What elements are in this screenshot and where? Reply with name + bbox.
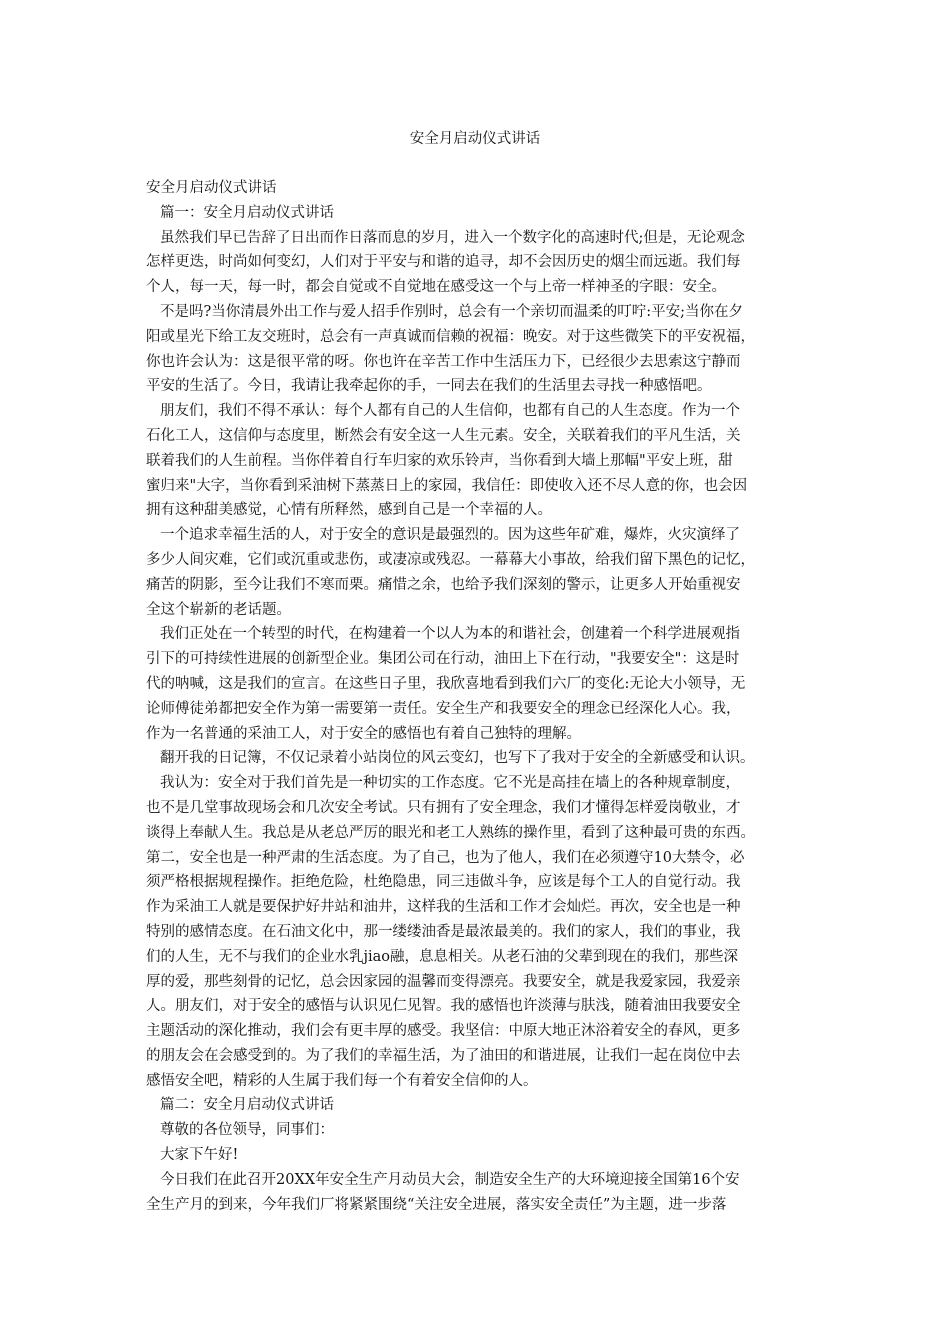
text-line: 个人，每一天，每一时，都会自觉或不自觉地在感受这一个与上帝一样神圣的字眼：安全。 <box>146 279 726 296</box>
text-line: 阳或星光下给工友交班时，总会有一声真诚而信赖的祝福：晚安。对于这些微笑下的平安祝福， <box>146 328 755 345</box>
text-line: 虽然我们早已告辞了日出而作日落而息的岁月，进入一个数字化的高速时代;但是，无论观念 <box>160 229 745 246</box>
text-line: 特别的感情态度。在石油文化中，那一缕缕油香是最浓最美的。我们的家人，我们的事业，我 <box>146 923 741 940</box>
text-line: 不是吗?当你清晨外出工作与爱人招手作别时，总会有一个亲切而温柔的叮咛:平安;当你在夕 <box>160 303 744 320</box>
text-line: 拥有这种甜美感觉，心情有所释然，感到自己是一个幸福的人。 <box>146 502 552 519</box>
text-line: 我认为：安全对于我们首先是一种切实的工作态度。它不光是高挂在墙上的各种规章制度， <box>160 775 740 792</box>
text-line: 我们正处在一个转型的时代，在构建着一个以人为本的和谐社会，创建着一个科学进展观指 <box>160 626 740 643</box>
text-line: 须严格根据规程操作。拒绝危险，杜绝隐患，同三违做斗争，应该是每个工人的自觉行动。我 <box>146 874 741 891</box>
text-line: 的朋友会在会感受到的。为了我们的幸福生活，为了油田的和谐进展，让我们一起在岗位中去 <box>146 1047 741 1064</box>
text-line: 篇一：安全月启动仪式讲话 <box>160 204 334 221</box>
text-line: 尊敬的各位领导，同事们： <box>160 1122 334 1139</box>
text-line: 今日我们在此召开20XX年安全生产月动员大会，制造安全生产的大环境迎接全国第16个安 <box>160 1171 740 1188</box>
text-line: 朋友们，我们不得不承认：每个人都有自己的人生信仰，也都有自己的人生态度。作为一个 <box>160 403 740 420</box>
text-line: 联着我们的人生前程。当你伴着自行车归家的欢乐铃声，当你看到大墙上那幅"平安上班，甜 <box>146 452 733 469</box>
text-line: 作为采油工人就是要保护好井站和油井，这样我的生活和工作才会灿烂。再次，安全也是一种 <box>146 899 741 916</box>
document-body <box>146 176 810 1217</box>
text-line: 作为一名普通的采油工人，对于安全的感悟也有着自己独特的理解。 <box>146 725 581 742</box>
text-line: 第二，安全也是一种严肃的生活态度。为了自己，也为了他人，我们在必须遵守10大禁令，必 <box>146 849 745 866</box>
text-line: 石化工人，这信仰与态度里，断然会有安全这一人生元素。安全，关联着我们的平凡生活，关 <box>146 427 741 444</box>
text-line: 主题活动的深化推动，我们会有更丰厚的感受。我坚信：中原大地正沐浴着安全的春风，更多 <box>146 1023 741 1040</box>
text-line: 全生产月的到来，今年我们厂将紧紧围绕“关注安全进展，落实安全责任”为主题，进一步落 <box>146 1196 727 1213</box>
text-line: 引下的可持续性进展的创新型企业。集团公司在行动，油田上下在行动，"我要安全"：这是时 <box>146 651 740 668</box>
text-line: 蜜归来"大字，当你看到采油树下蒸蒸日上的家园，我信任：即使收入还不尽人意的你，也会因 <box>146 477 748 494</box>
text-line: 多少人间灾难，它们或沉重或悲伤，或凄凉或残忍。一幕幕大小事故，给我们留下黑色的记忆， <box>146 551 755 568</box>
text-line: 人。朋友们，对于安全的感悟与认识见仁见智。我的感悟也许淡薄与肤浅，随着油田我要安全 <box>146 998 741 1015</box>
text-line: 谈得上奉献人生。我总是从老总严厉的眼光和老工人熟练的操作里，看到了这种最可贵的东西。 <box>146 824 755 841</box>
text-line: 一个追求幸福生活的人，对于安全的意识是最强烈的。因为这些年矿难，爆炸，火灾演绎了 <box>160 527 740 544</box>
text-line: 厚的爱，那些刻骨的记忆，总会因家园的温馨而变得漂亮。我要安全，就是我爱家园，我爱亲 <box>146 973 741 990</box>
text-line: 代的呐喊，这是我们的宣言。在这些日子里，我欣喜地看到我们六厂的变化:无论大小领导，无 <box>146 675 746 692</box>
text-line: 们的人生，无不与我们的企业水乳jiao融，息息相关。从老石油的父辈到现在的我们，那些深 <box>146 948 739 965</box>
text-line: 你也许会认为：这是很平常的呀。你也许在辛苦工作中生活压力下，已经很少去思索这宁静而 <box>146 353 741 370</box>
text-line: 怎样更迭，时尚如何变幻，人们对于平安与和谐的追寻，却不会因历史的烟尘而远逝。我们每 <box>146 254 741 271</box>
text-line: 也不是几堂事故现场会和几次安全考试。只有拥有了安全理念，我们才懂得怎样爱岗敬业，才 <box>146 799 741 816</box>
text-line: 论师傅徒弟都把安全作为第一需要第一责任。安全生产和我要安全的理念已经深化人心。我， <box>146 700 741 717</box>
text-line: 感悟安全吧，精彩的人生属于我们每一个有着安全信仰的人。 <box>146 1072 538 1089</box>
text-line: 篇二：安全月启动仪式讲话 <box>160 1097 334 1114</box>
text-line: 全这个崭新的老话题。 <box>146 601 291 618</box>
document-title: 安全月启动仪式讲话 <box>409 131 541 147</box>
text-line: 大家下午好! <box>160 1147 239 1164</box>
text-line: 安全月启动仪式讲话 <box>146 180 277 196</box>
text-line: 平安的生活了。今日，我请让我牵起你的手，一同去在我们的生活里去寻找一种感悟吧。 <box>146 378 712 395</box>
text-line: 翻开我的日记簿，不仅记录着小站岗位的风云变幻，也写下了我对于安全的全新感受和认识。 <box>160 750 755 767</box>
text-line: 痛苦的阴影，至今让我们不寒而栗。痛惜之余，也给予我们深刻的警示，让更多人开始重视安 <box>146 576 741 593</box>
